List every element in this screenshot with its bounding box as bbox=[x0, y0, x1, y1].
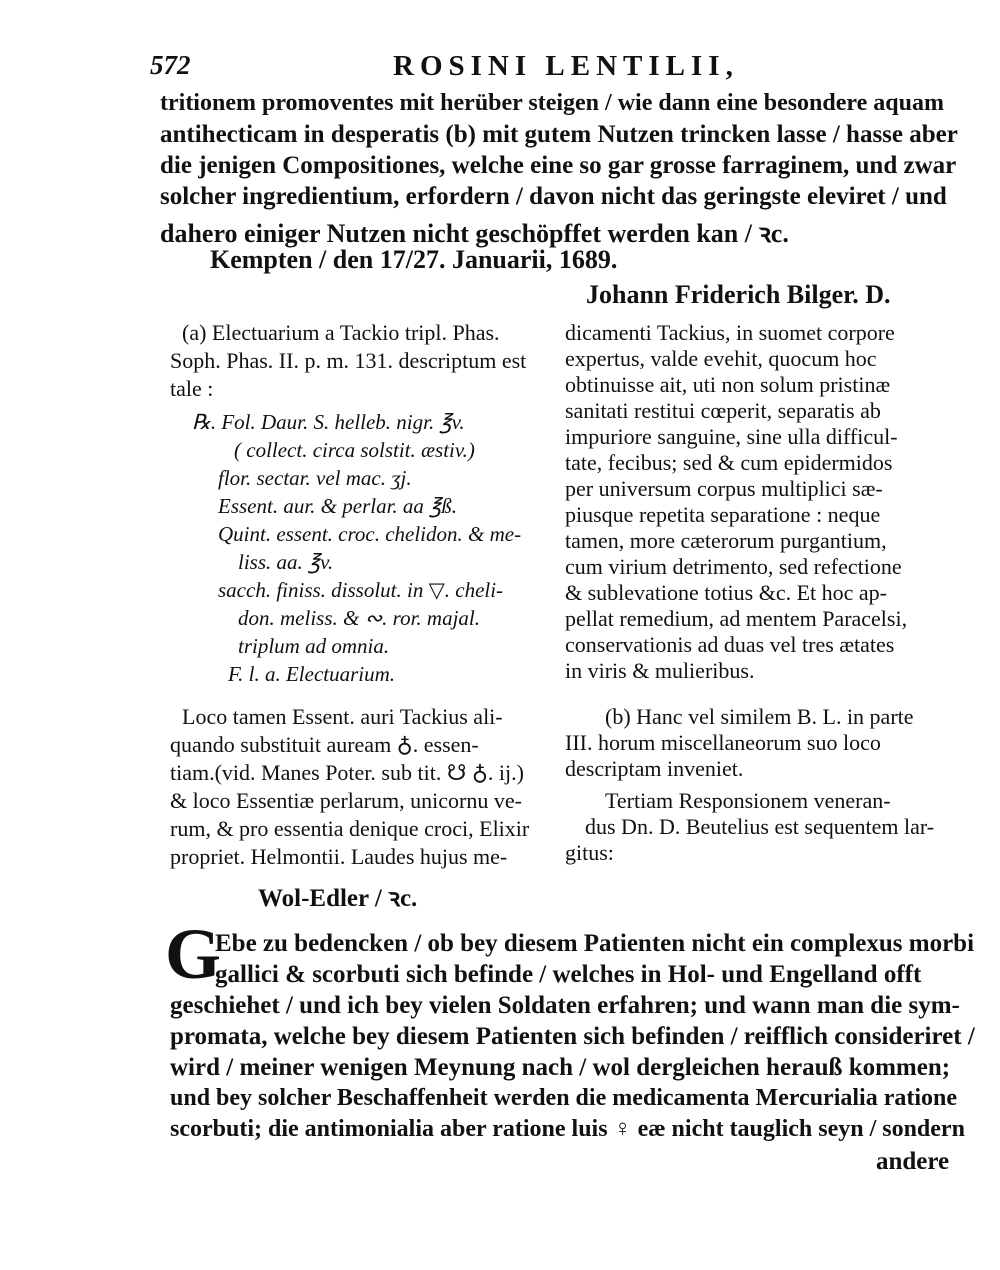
intro-line: solcher ingredientium, erfordern / davon nicht das geringste eleviret / und bbox=[160, 183, 947, 210]
catchword: andere bbox=[876, 1148, 950, 1175]
right-line: in viris & mulieribus. bbox=[565, 658, 755, 683]
recipe-line: F. l. a. Electuarium. bbox=[228, 662, 396, 686]
right-line: conservationis ad duas vel tres ætates bbox=[565, 632, 895, 657]
page-header bbox=[150, 44, 950, 84]
right-line: expertus, valde evehit, quocum hoc bbox=[565, 346, 877, 371]
intro-line: dahero einiger Nutzen nicht geschöpffet werden kan / ꝛc. bbox=[160, 219, 789, 248]
letter-line: scorbuti; die antimonialia aber ratione luis ♀ eæ nicht tauglich seyn / sondern bbox=[170, 1116, 965, 1142]
right-line: piusque repetita separatione : neque bbox=[565, 502, 881, 527]
footnote-b-line: descriptam inveniet. bbox=[565, 756, 744, 781]
running-head: ROSINI LENTILII, bbox=[393, 50, 739, 82]
right-line: dicamenti Tackius, in suomet corpore bbox=[565, 320, 895, 345]
letter-line: geschiehet / und ich bey vielen Soldaten erfahren; und wann man die sym- bbox=[170, 992, 960, 1019]
intro-line: antihecticam in desperatis (b) mit gutem Nutzen trincken lasse / hasse aber bbox=[160, 121, 958, 148]
substitution-line: Loco tamen Essent. auri Tackius ali- bbox=[182, 704, 503, 729]
letter-line: wird / meiner wenigen Meynung nach / wol dergleichen herauß kommen; bbox=[170, 1054, 951, 1081]
recipe-line: don. meliss. & ∾. ror. majal. bbox=[238, 606, 481, 630]
place-date: Kempten / den 17/27. Januarii, 1689. bbox=[210, 245, 618, 274]
intro-line: tritionem promoventes mit herüber steigen / wie dann eine besondere aquam bbox=[160, 90, 944, 116]
letter-line: Ebe zu bedencken / ob bey diesem Patienten nicht ein complexus morbi bbox=[215, 930, 975, 957]
right-line: per universum corpus multiplici sæ- bbox=[565, 476, 883, 501]
substitution-line: propriet. Helmontii. Laudes hujus me- bbox=[170, 844, 508, 869]
substitution-line: quando substituit auream ♁. essen- bbox=[170, 732, 479, 757]
substitution-line: & loco Essentiæ perlarum, unicornu ve- bbox=[170, 788, 522, 813]
page-number: 572 bbox=[150, 50, 191, 80]
substitution-line: tiam.(vid. Manes Poter. sub tit. ☋ ♁. ij.) bbox=[170, 760, 524, 785]
response-line: dus Dn. D. Beutelius est sequentem lar- bbox=[585, 814, 935, 839]
letter-line: promata, welche bey diesem Patienten sich befinden / reifflich consideriret / bbox=[170, 1023, 975, 1050]
right-line: cum virium detrimento, sed refectione bbox=[565, 554, 902, 579]
recipe-line: ℞. Fol. Daur. S. helleb. nigr. ℥v. bbox=[192, 410, 465, 434]
right-line: tate, fecibus; sed & cum epidermidos bbox=[565, 450, 893, 475]
signature: Johann Friderich Bilger. D. bbox=[586, 280, 891, 309]
right-line: obtinuisse ait, uti non solum pristinæ bbox=[565, 372, 891, 397]
footnote-b-line: III. horum miscellaneorum suo loco bbox=[565, 730, 881, 755]
recipe-line: Essent. aur. & perlar. aa ℥ß. bbox=[218, 494, 458, 518]
recipe-line: flor. sectar. vel mac. ʒj. bbox=[218, 466, 412, 490]
footnote-a-line: Soph. Phas. II. p. m. 131. descriptum est bbox=[170, 348, 527, 373]
right-line: & sublevatione totius &c. Et hoc ap- bbox=[565, 580, 887, 605]
intro-line: die jenigen Compositiones, welche eine so gar grosse farraginem, und zwar bbox=[160, 152, 957, 179]
recipe-line: liss. aa. ℥v. bbox=[238, 550, 334, 574]
letter-line: gallici & scorbuti sich befinde / welches in Hol- und Engelland offt bbox=[215, 961, 922, 988]
recipe-line: Quint. essent. croc. chelidon. & me- bbox=[218, 522, 522, 546]
footnote-a-line: (a) Electuarium a Tackio tripl. Phas. bbox=[182, 320, 500, 345]
footnote-b-line: (b) Hanc vel similem B. L. in parte bbox=[605, 704, 914, 729]
substitution-line: rum, & pro essentia denique croci, Elixir bbox=[170, 816, 530, 841]
drop-cap: G bbox=[165, 914, 222, 994]
recipe-line: triplum ad omnia. bbox=[238, 634, 390, 658]
right-line: tamen, more cæterorum purgantium, bbox=[565, 528, 887, 553]
response-line: Tertiam Responsionem veneran- bbox=[605, 788, 891, 813]
letter-line: und bey solcher Beschaffenheit werden die medicamenta Mercurialia ratione bbox=[170, 1085, 958, 1111]
footnote-a-line: tale : bbox=[170, 376, 214, 401]
response-line: gitus: bbox=[565, 840, 614, 865]
salutation: Wol-Edler / ꝛc. bbox=[258, 885, 418, 912]
recipe-line: ( collect. circa solstit. æstiv.) bbox=[234, 438, 475, 462]
right-line: sanitati restitui cœperit, separatis ab bbox=[565, 398, 881, 423]
right-line: impuriore sanguine, sine ulla difficul- bbox=[565, 424, 898, 449]
right-line: pellat remedium, ad mentem Paracelsi, bbox=[565, 606, 908, 631]
recipe-line: sacch. finiss. dissolut. in ▽. cheli- bbox=[218, 578, 504, 602]
